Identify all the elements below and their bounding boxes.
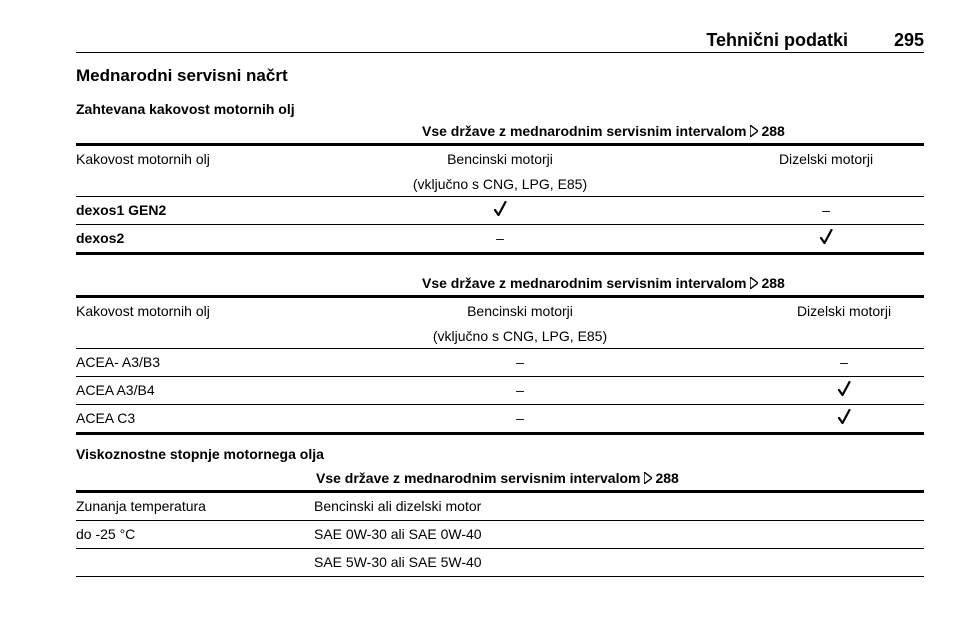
- col-header-outside-temperature: Zunanja temperatura: [76, 498, 206, 514]
- manual-page: [76, 0, 924, 642]
- table-header-row: [76, 493, 924, 521]
- page-reference-arrow-icon: [750, 277, 758, 289]
- check-icon: [834, 381, 854, 400]
- caption-text: Vse države z mednarodnim servisnim intervalom: [422, 275, 747, 291]
- table-row: [76, 197, 924, 225]
- oil-quality-table-1: [76, 123, 924, 255]
- row-diesel-value: –: [840, 354, 848, 370]
- col-header-petrol-sub: (vključno s CNG, LPG, E85): [432, 328, 608, 344]
- row-viscosity-grade: SAE 0W-30 ali SAE 0W-40: [314, 526, 482, 542]
- row-oil-name: dexos1 GEN2: [76, 202, 167, 218]
- page-reference-arrow-icon: [644, 472, 652, 484]
- table-row: [76, 225, 924, 255]
- caption-page-ref[interactable]: 288: [761, 123, 785, 139]
- col-header-petrol-sub: (vključno s CNG, LPG, E85): [412, 176, 588, 192]
- check-icon: [490, 201, 510, 220]
- table-row: [76, 349, 924, 377]
- caption-text: Vse države z mednarodnim servisnim intervalom: [422, 123, 747, 139]
- row-oil-name: dexos2: [76, 230, 125, 246]
- section-title: Mednarodni servisni načrt: [76, 66, 288, 85]
- caption-page-ref[interactable]: 288: [655, 470, 679, 486]
- col-header-oil-quality: Kakovost motornih olj: [76, 151, 210, 167]
- row-temperature: do -25 °C: [76, 526, 136, 542]
- page-number: 295: [893, 30, 924, 50]
- table-row: [76, 377, 924, 405]
- table-caption: [76, 470, 924, 493]
- caption-text: Vse države z mednarodnim servisnim intervalom: [316, 470, 641, 486]
- col-header-petrol: Bencinski motorji: [447, 151, 553, 167]
- col-header-engine: Bencinski ali dizelski motor: [314, 498, 482, 514]
- col-header-diesel: Dizelski motorji: [778, 151, 874, 167]
- check-icon: [816, 229, 836, 248]
- row-petrol-value: –: [516, 410, 524, 426]
- row-diesel-value: –: [822, 202, 830, 218]
- page-header-title: Tehnični podatki: [706, 30, 848, 50]
- table-row: [76, 549, 924, 577]
- row-petrol-value: –: [496, 230, 504, 246]
- check-icon: [834, 409, 854, 428]
- viscosity-table: [76, 470, 924, 577]
- table-row: [76, 405, 924, 435]
- col-header-diesel: Dizelski motorji: [796, 303, 892, 319]
- caption-page-ref[interactable]: 288: [761, 275, 785, 291]
- col-header-petrol: Bencinski motorji: [467, 303, 573, 319]
- row-oil-name: ACEA- A3/B3: [76, 354, 161, 370]
- row-oil-name: ACEA C3: [76, 410, 136, 426]
- table-caption: [76, 275, 924, 298]
- table-header-row: [76, 298, 924, 349]
- table-row: [76, 521, 924, 549]
- row-petrol-value: –: [516, 382, 524, 398]
- page-reference-arrow-icon: [750, 125, 758, 137]
- viscosity-heading: Viskoznostne stopnje motornega olja: [76, 446, 324, 462]
- page-header: [76, 30, 924, 53]
- col-header-oil-quality: Kakovost motornih olj: [76, 303, 210, 319]
- table-caption: [76, 123, 924, 146]
- oil-quality-table-2: [76, 275, 924, 435]
- row-viscosity-grade: SAE 5W-30 ali SAE 5W-40: [314, 554, 482, 570]
- oil-quality-heading: Zahtevana kakovost motornih olj: [76, 101, 295, 117]
- table-header-row: [76, 146, 924, 197]
- row-oil-name: ACEA A3/B4: [76, 382, 155, 398]
- row-petrol-value: –: [516, 354, 524, 370]
